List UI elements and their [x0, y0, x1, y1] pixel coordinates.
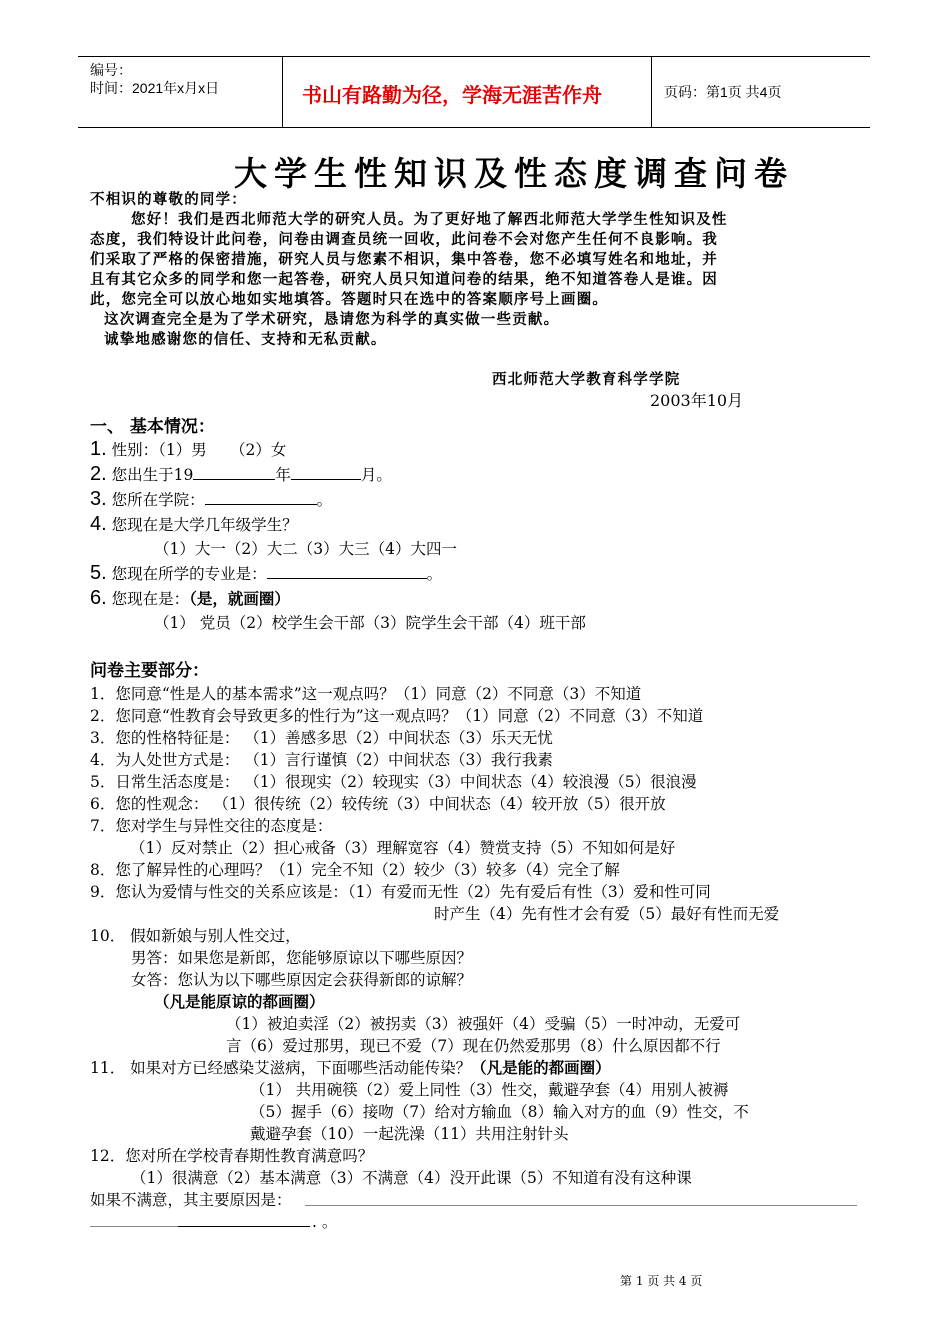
main-q10-options[interactable]: （1）被迫卖淫（2）被拐卖（3）被强奸（4）受骗（5）一时冲动，无爱可 — [226, 1015, 741, 1033]
signature: 西北师范大学教育科学学院 — [492, 371, 681, 388]
main-q5[interactable]: 5．日常生活态度是： （1）很现实（2）较现实（3）中间状态（4）较浪漫（5）很浪漫 — [90, 773, 697, 791]
main-q6[interactable]: 6．您的性观念： （1）很传统（2）较传统（3）中间状态（4）较开放（5）很开放 — [90, 795, 666, 813]
main-q7: 7．您对学生与异性交往的态度是： — [90, 817, 333, 835]
main-q12-options[interactable]: （1）很满意（2）基本满意（3）不满意（4）没开此课（5）不知道有没有这种课 — [131, 1169, 692, 1187]
major-field[interactable] — [267, 562, 427, 579]
motto: 书山有路勤为径，学海无涯苦作舟 — [302, 85, 602, 107]
reason-field-line-2b[interactable] — [178, 1226, 310, 1227]
serial-label: 编号： — [90, 62, 132, 78]
main-q11: 11． 如果对方已经感染艾滋病，下面哪些活动能传染？（凡是能的都画圈） — [90, 1059, 611, 1077]
intro-line: 这次调查完全是为了学术研究，恳请您为科学的真实做一些贡献。 — [104, 311, 560, 328]
reason-field-line-2a[interactable] — [90, 1226, 178, 1227]
main-q10-female: 女答：您认为以下哪些原因定会获得新郎的谅解？ — [131, 971, 473, 989]
birth-year-field[interactable] — [193, 463, 275, 480]
main-q9[interactable]: 9．您认为爱情与性交的关系应该是：（1）有爱而无性（2）先有爱后有性（3）爱和性可同 — [90, 883, 711, 901]
intro-line: 态度，我们特设计此问卷，问卷由调查员统一回收，此问卷不会对您产生任何不良影响。我 — [90, 231, 718, 248]
intro-line: 您好！我们是西北师范大学的研究人员。为了更好地了解西北师范大学学生性知识及性 — [131, 211, 728, 228]
basic-q1: 1. 性别：（1）男 （2）女 — [90, 438, 287, 460]
birth-month-field[interactable] — [291, 463, 361, 480]
main-q11-options-cont[interactable]: （5）握手（6）接吻（7）给对方输血（8）输入对方的血（9）性交，不 — [250, 1103, 749, 1121]
page-info: 页码：第1页 共4页 — [664, 84, 782, 100]
main-q1[interactable]: 1．您同意“性是人的基本需求”这一观点吗？（1）同意（2）不同意（3）不知道 — [90, 685, 642, 703]
main-q8[interactable]: 8．您了解异性的心理吗？（1）完全不知（2）较少（3）较多（4）完全了解 — [90, 861, 620, 879]
intro-date: 2003年10月 — [650, 391, 744, 410]
basic-q3: 3. 您所在学院： 。 — [90, 488, 333, 510]
greeting: 不相识的尊敬的同学： — [90, 191, 247, 208]
college-field[interactable] — [205, 488, 317, 505]
date-label: 时间：2021年x月x日 — [90, 80, 220, 96]
main-q3[interactable]: 3．您的性格特征是： （1）善感多思（2）中间状态（3）乐天无忧 — [90, 729, 553, 747]
section1-heading: 一、 基本情况： — [90, 417, 215, 437]
main-q11-options-end[interactable]: 戴避孕套（10）一起洗澡（11）共用注射针头 — [250, 1125, 569, 1143]
main-q7-options[interactable]: （1）反对禁止（2）担心戒备（3）理解宽容（4）赞赏支持（5）不知如何是好 — [130, 839, 676, 857]
intro-line: 且有其它众多的同学和您一起答卷，研究人员只知道问卷的结果，绝不知道答卷人是谁。因 — [90, 271, 718, 288]
basic-q6-options[interactable]: （1） 党员（2）校学生会干部（3）院学生会干部（4）班干部 — [154, 614, 586, 632]
page-footer: 第 1 页 共 4 页 — [620, 1274, 703, 1288]
main-q12-reason-label: 如果不满意，其主要原因是： — [90, 1191, 292, 1209]
intro-line: 诚挚地感谢您的信任、支持和无私贡献。 — [104, 331, 387, 348]
main-q10: 10． 假如新娘与别人性交过， — [90, 927, 301, 945]
main-q11-options[interactable]: （1） 共用碗筷（2）爱上同性（3）性交，戴避孕套（4）用别人被褥 — [250, 1081, 729, 1099]
section2-heading: 问卷主要部分： — [90, 661, 209, 681]
intro-line: 此，您完全可以放心地如实地填答。答题时只在选中的答案顺序号上画圈。 — [90, 291, 609, 308]
main-q2[interactable]: 2．您同意“性教育会导致更多的性行为”这一观点吗？（1）同意（2）不同意（3）不知道 — [90, 707, 704, 725]
main-q9-cont[interactable]: 时产生（4）先有性才会有爱（5）最好有性而无爱 — [434, 905, 780, 923]
main-q10-note: （凡是能原谅的都画圈） — [154, 994, 325, 1011]
main-q4[interactable]: 4．为人处世方式是： （1）言行谨慎（2）中间状态（3）我行我素 — [90, 751, 553, 769]
basic-q6: 6. 您现在是：（是，就画圈） — [90, 587, 290, 609]
reason-end: . 。 — [312, 1213, 338, 1231]
main-q10-male: 男答：如果您是新郎，您能够原谅以下哪些原因？ — [131, 949, 473, 967]
intro-line: 们采取了严格的保密措施，研究人员与您素不相识，集中答卷，您不必填写姓名和地址，并 — [90, 251, 718, 268]
basic-q5: 5. 您现在所学的专业是： 。 — [90, 562, 443, 584]
page-title: 大学生性知识及性态度调查问卷 — [234, 154, 794, 193]
basic-q4: 4. 您现在是大学几年级学生？ — [90, 513, 298, 535]
main-q10-options-cont[interactable]: 言（6）爱过那男，现已不爱（7）现在仍然爱那男（8）什么原因都不行 — [226, 1037, 721, 1055]
basic-q2: 2. 您出生于19 年 月。 — [90, 463, 392, 485]
reason-field-line[interactable] — [305, 1205, 857, 1206]
basic-q4-options[interactable]: （1）大一（2）大二（3）大三（4）大四一 — [154, 540, 457, 558]
main-q12: 12．您对所在学校青春期性教育满意吗？ — [90, 1147, 374, 1165]
